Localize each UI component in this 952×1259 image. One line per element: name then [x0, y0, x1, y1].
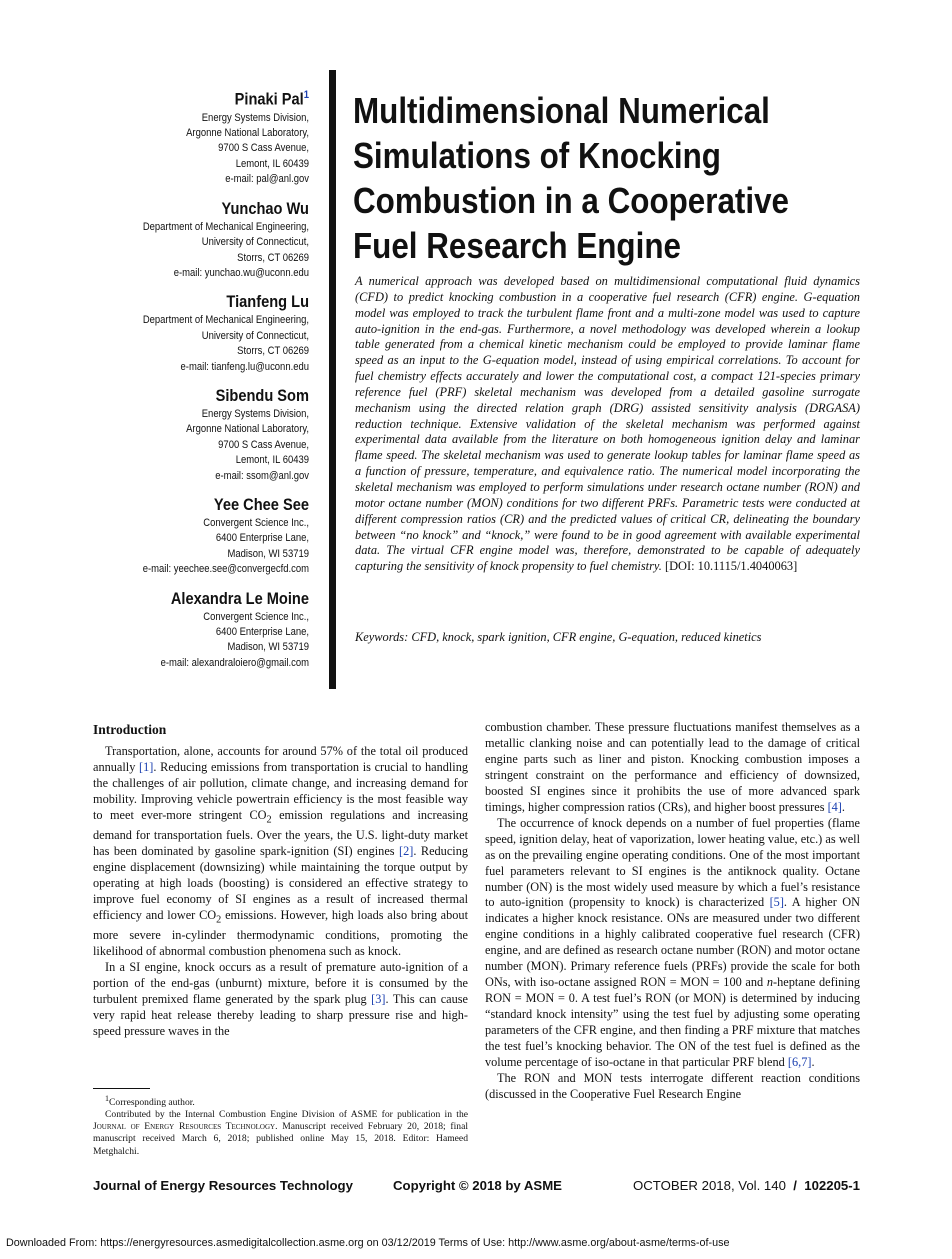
affiliation-line: Energy Systems Division,: [201, 407, 309, 420]
keywords: Keywords: CFD, knock, spark ignition, CFR engine, G-equation, reduced kinetics: [355, 630, 762, 644]
author-email: e-mail: tianfeng.lu@uconn.edu: [180, 360, 309, 373]
affiliation-line: 9700 S Cass Avenue,: [218, 438, 309, 451]
title-line: Fuel Research Engine: [353, 225, 681, 266]
affiliation-line: Madison, WI 53719: [227, 547, 309, 560]
author-block: [90, 84, 309, 188]
author-name: Tianfeng Lu: [226, 292, 309, 312]
affiliation-line: Lemont, IL 60439: [235, 157, 309, 170]
footnote-contributed: Contributed by the Internal Combustion Engine Division of ASME for publication in the Journal of Energy Resources Technology. Manuscript received February 20, 2018; final manuscript received March 6, 2018; published online May 15, 2018. Editor: Hameed Metghalchi.: [93, 1109, 468, 1157]
author-block: [90, 291, 309, 375]
citation-link[interactable]: [5]: [769, 895, 784, 910]
issue-info: OCTOBER 2018, Vol. 140 / 102205-1: [632, 1178, 860, 1193]
title-line: Combustion in a Cooperative: [353, 180, 790, 221]
body-right-column: [485, 720, 860, 1103]
author-block: [90, 588, 309, 672]
citation-link[interactable]: [2]: [399, 844, 414, 859]
affiliation-line: Department of Mechanical Engineering,: [142, 220, 309, 233]
abstract-text: A numerical approach was developed based on multidimensional computational fluid dynamics (CFD) to predict knocking combustion in a cooperative fuel research (CFR) engine. G-equation model was employed to track the turbulent flame front and a multi-zone model was used to capture auto-ignition in the end-gas. Furthermore, a novel methodology was developed wherein a lookup table generated from a chemical kinetic mechanism could be employed to provide laminar flame speed as an input to the G-equation model, instead of using empirical correlations. To account for fuel chemistry effects accurately and lower the computational cost, a compact 121-species primary reference fuel (PRF) skeletal mechanism was developed from a detailed gasoline surrogate mechanism using the directed relation graph (DRG) assisted sensitivity analysis (DRGASA) reduction technique. Extensive validation of the skeletal mechanism was performed against experimental data available from the literature on both homogeneous ignition delay and laminar flame speed. The skeletal mechanism was used to generate lookup tables for laminar flame speed as a function of pressure, temperature, and equivalence ratio. The numerical model incorporating the skeletal mechanism was employed to perform simulations under research octane number (RON) and motor octane number (MON) conditions for two different PRFs. Parametric tests were conducted at different compression ratios (CR) and the predicted values of critical CR, delineating the boundary between “no knock” and “knock,” were found to be in good agreement with available experimental data. The virtual CFR engine model was, therefore, demonstrated to be capable of adequately capturing the sensitivity of knock propensity to fuel chemistry.: [355, 274, 860, 574]
citation-link[interactable]: [1]: [139, 759, 154, 774]
paper-title: [353, 88, 800, 268]
vertical-divider: [329, 70, 336, 689]
paragraph: In a SI engine, knock occurs as a result of premature auto-ignition of a portion of the end-gas (unburnt) mixture, before it is consumed by the turbulent premixed flame generated by the spark plug [3]. This can cause very rapid heat release thereby leading to sharp pressure rise and high-speed pressure waves in the: [93, 960, 469, 1039]
affiliation-line: 9700 S Cass Avenue,: [218, 142, 309, 155]
section-heading: Introduction: [93, 722, 167, 737]
download-notice: Downloaded From: https://energyresources.asmedigitalcollection.asme.org on 03/12/2019 Terms of Use: http://www.asme.org/about-asme/terms-of-use: [6, 1237, 730, 1249]
author-email: e-mail: ssom@anl.gov: [215, 469, 309, 482]
author-block: [90, 198, 309, 282]
author-name: Pinaki Pal$^1$: [234, 89, 309, 109]
citation-link[interactable]: [4]: [827, 799, 842, 814]
paragraph: Transportation, alone, accounts for around 57% of the total oil produced annually [1]. Reducing emissions from transportation is crucial to handling the challenges of air pollution, climate change, and increasing demand for mobility. Improving vehicle powertrain efficiency is the most feasible way to meet ever-more stringent $CO_2$ emission regulations and increasing demand for transportation fuels. Over the years, the U.S. light-duty market has been dominated by gasoline spark-ignition (SI) engines [2]. Reducing engine displacement (downsizing) while maintaining the torque output by operating at high loads (boosting) is considered an effective strategy to improve fuel economy of SI engines as a result of increased thermal efficiency and lower $CO_2$ emissions. However, high loads also bring about more severe in-cylinder thermodynamic conditions, promoting the likelihood of abnormal combustion phenomena such as knock.: [93, 743, 469, 959]
author-block: [90, 385, 309, 484]
paragraph: The RON and MON tests interrogate different reaction conditions (discussed in the Cooperative Fuel Research Engine: [485, 1070, 860, 1101]
affiliation-line: Argonne National Laboratory,: [186, 423, 309, 436]
author-name: Yee Chee See: [213, 494, 309, 514]
page-footer: [93, 1178, 860, 1196]
footnote-corresponding: $^1$Corresponding author.: [105, 1094, 195, 1109]
footnote-marker[interactable]: 1: [303, 89, 309, 101]
citation-link[interactable]: [6,7]: [787, 1055, 812, 1070]
affiliation-line: University of Connecticut,: [201, 329, 309, 342]
affiliation-line: University of Connecticut,: [201, 236, 309, 249]
affiliation-line: Madison, WI 53719: [227, 641, 309, 654]
affiliation-line: Storrs, CT 06269: [237, 345, 309, 358]
affiliation-line: Argonne National Laboratory,: [186, 127, 309, 140]
author-email: e-mail: alexandraloiero@gmail.com: [160, 656, 309, 669]
author-name: Yunchao Wu: [221, 198, 309, 218]
affiliation-line: Convergent Science Inc.,: [203, 516, 309, 529]
paragraph: combustion chamber. These pressure fluctuations manifest themselves as a metallic clanking noise and can potentially lead to the damage of critical engine parts such as liner and piston. Knocking combustion imposes a stringent constraint on the performance and efficiency of downsized, boosted SI engines since it prohibits the use of more advanced spark timings, higher compression ratios (CRs), and higher boost pressures [4].: [485, 720, 860, 814]
body-left-column: [93, 720, 468, 1040]
abstract: [355, 274, 860, 575]
author-email: e-mail: yunchao.wu@uconn.edu: [173, 266, 309, 279]
affiliation-line: 6400 Enterprise Lane,: [215, 532, 309, 545]
title-line: Simulations of Knocking: [353, 135, 721, 176]
author-block: [90, 494, 309, 578]
author-email: e-mail: pal@anl.gov: [225, 173, 309, 186]
footnote-rule: [93, 1088, 150, 1089]
title-line: Multidimensional Numerical: [353, 90, 770, 131]
paragraph: The occurrence of knock depends on a number of fuel properties (flame speed, ignition delay, heat of vaporization, lower heating value, etc.) as well as on the prevailing engine operating conditions. One of the most important fuel parameters relevant to SI engines is the antiknock quality. Octane number (ON) is the most widely used measure by which a fuel’s resistance to auto-ignition (propensity to knock) is characterized [5]. A higher ON indicates a higher knock resistance. ONs are measured under two different engine conditions in a highly calibrated cooperative fuel research (CFR) engine, and are defined as research octane number (RON) and motor octane number (MON). Primary reference fuels (PRFs) provide the scale for both ONs, with iso-octane assigned RON = MON = 100 and n-heptane defining RON = MON = 0. A test fuel’s RON (or MON) is determined by inducing “standard knock intensity” using the test fuel by adjusting some operating parameters of the CFR engine, and then finding a PRF mixture that matches the test fuel’s knocking behavior. The ON of the test fuel is defined as the volume percentage of iso-octane in that particular PRF blend [6,7].: [485, 815, 860, 1070]
affiliation-line: Storrs, CT 06269: [237, 251, 309, 264]
author-name: Alexandra Le Moine: [170, 588, 309, 608]
doi[interactable]: [DOI: 10.1115/1.4040063]: [664, 559, 798, 574]
author-name: Sibendu Som: [215, 385, 309, 405]
author-email: e-mail: yeechee.see@convergecfd.com: [142, 563, 309, 576]
affiliation-line: Department of Mechanical Engineering,: [142, 314, 309, 327]
citation-link[interactable]: [3]: [371, 992, 386, 1007]
affiliation-line: 6400 Enterprise Lane,: [215, 626, 309, 638]
affiliation-line: Energy Systems Division,: [201, 111, 309, 124]
affiliation-line: Convergent Science Inc.,: [203, 610, 309, 623]
journal-name: Journal of Energy Resources Technology: [93, 1178, 353, 1193]
author-list: [90, 84, 309, 681]
affiliation-line: Lemont, IL 60439: [235, 454, 309, 467]
copyright: Copyright © 2018 by ASME: [393, 1178, 562, 1193]
footnote: [93, 1093, 468, 1158]
